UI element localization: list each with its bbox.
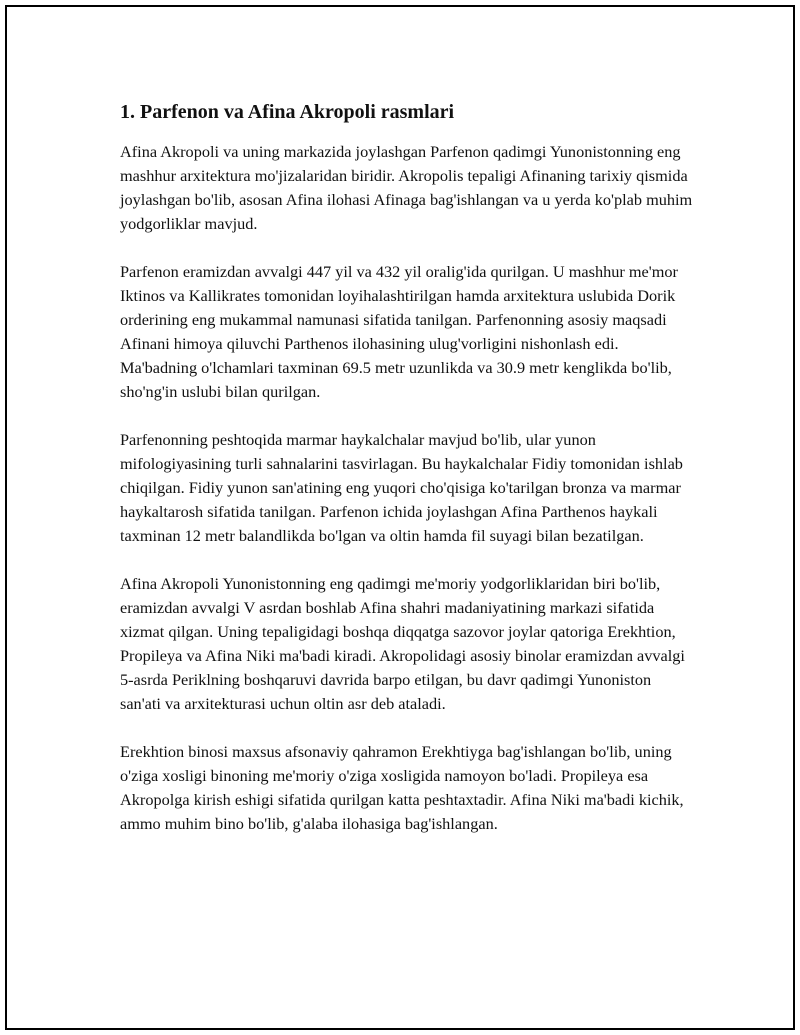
paragraph-1: Afina Akropoli va uning markazida joylashgan Parfenon qadimgi Yunonistonning eng mashhur arxitektura mo'jizalaridan biridir. Akropolis tepaligi Afinaning tarixiy qismida joylashgan bo'lib, asosan Afina ilohasi Afinaga bag'ishlangan va u yerda ko'plab muhim yodgorliklar mavjud. — [120, 142, 693, 233]
paragraph-3: Parfenonning peshtoqida marmar haykalchalar mavjud bo'lib, ular yunon mifologiyasining turli sahnalarini tasvirlagan. Bu haykalchalar Fidiy tomonidan ishlab chiqilgan. Fidiy yunon san'atining eng yuqori cho'qisiga ko'tarilgan bronza va marmar haykaltarosh sifatida tanilgan. Parfenon ichida joylashgan Afina Parthenos haykali taxminan 12 metr balandlikda bo'lgan va oltin hamda fil suyagi bilan bezatilgan. — [120, 430, 683, 545]
paragraph-5: Erekhtion binosi maxsus afsonaviy qahramon Erekhtiyga bag'ishlangan bo'lib, uning o'ziga xosligi binoning me'moriy o'ziga xosligida namoyon bo'ladi. Propileya esa Akropolga kirish eshigi sifatida qurilgan katta peshtaxtadir. Afina Niki ma'badi kichik, ammo muhim bino bo'lib, g'alaba ilohasiga bag'ishlangan. — [120, 742, 684, 833]
paragraph-2: Parfenon eramizdan avvalgi 447 yil va 432 yil oralig'ida qurilgan. U mashhur me'mor Iktinos va Kallikrates tomonidan loyihalashtirilgan hamda arxitektura uslubida Dorik orderining eng mukammal namunasi sifatida tanilgan. Parfenonning asosiy maqsadi Afinani himoya qiluvchi Parthenos ilohasining ulug'vorligini nishonlash edi. Ma'badning o'lchamlari taxminan 69.5 metr uzunlikda va 30.9 metr kenglikda bo'lib, sho'ng'in uslubi bilan qurilgan. — [120, 262, 678, 401]
page-frame — [5, 5, 795, 1030]
paragraph-4: Afina Akropoli Yunonistonning eng qadimgi me'moriy yodgorliklaridan biri bo'lib, eramizdan avvalgi V asrdan boshlab Afina shahri madaniyatining markazi sifatida xizmat qilgan. Uning tepaligidagi boshqa diqqatga sazovor joylar qatoriga Erekhtion, Propileya va Afina Niki ma'badi kiradi. Akropolidagi asosiy binolar eramizdan avvalgi 5-asrda Periklning boshqaruvi davrida barpo etilgan, bu davr qadimgi Yunoniston san'ati va arxitekturasi uchun oltin asr deb ataladi. — [120, 574, 685, 713]
document-title: 1. Parfenon va Afina Akropoli rasmlari — [120, 101, 455, 123]
document-body — [120, 100, 695, 860]
